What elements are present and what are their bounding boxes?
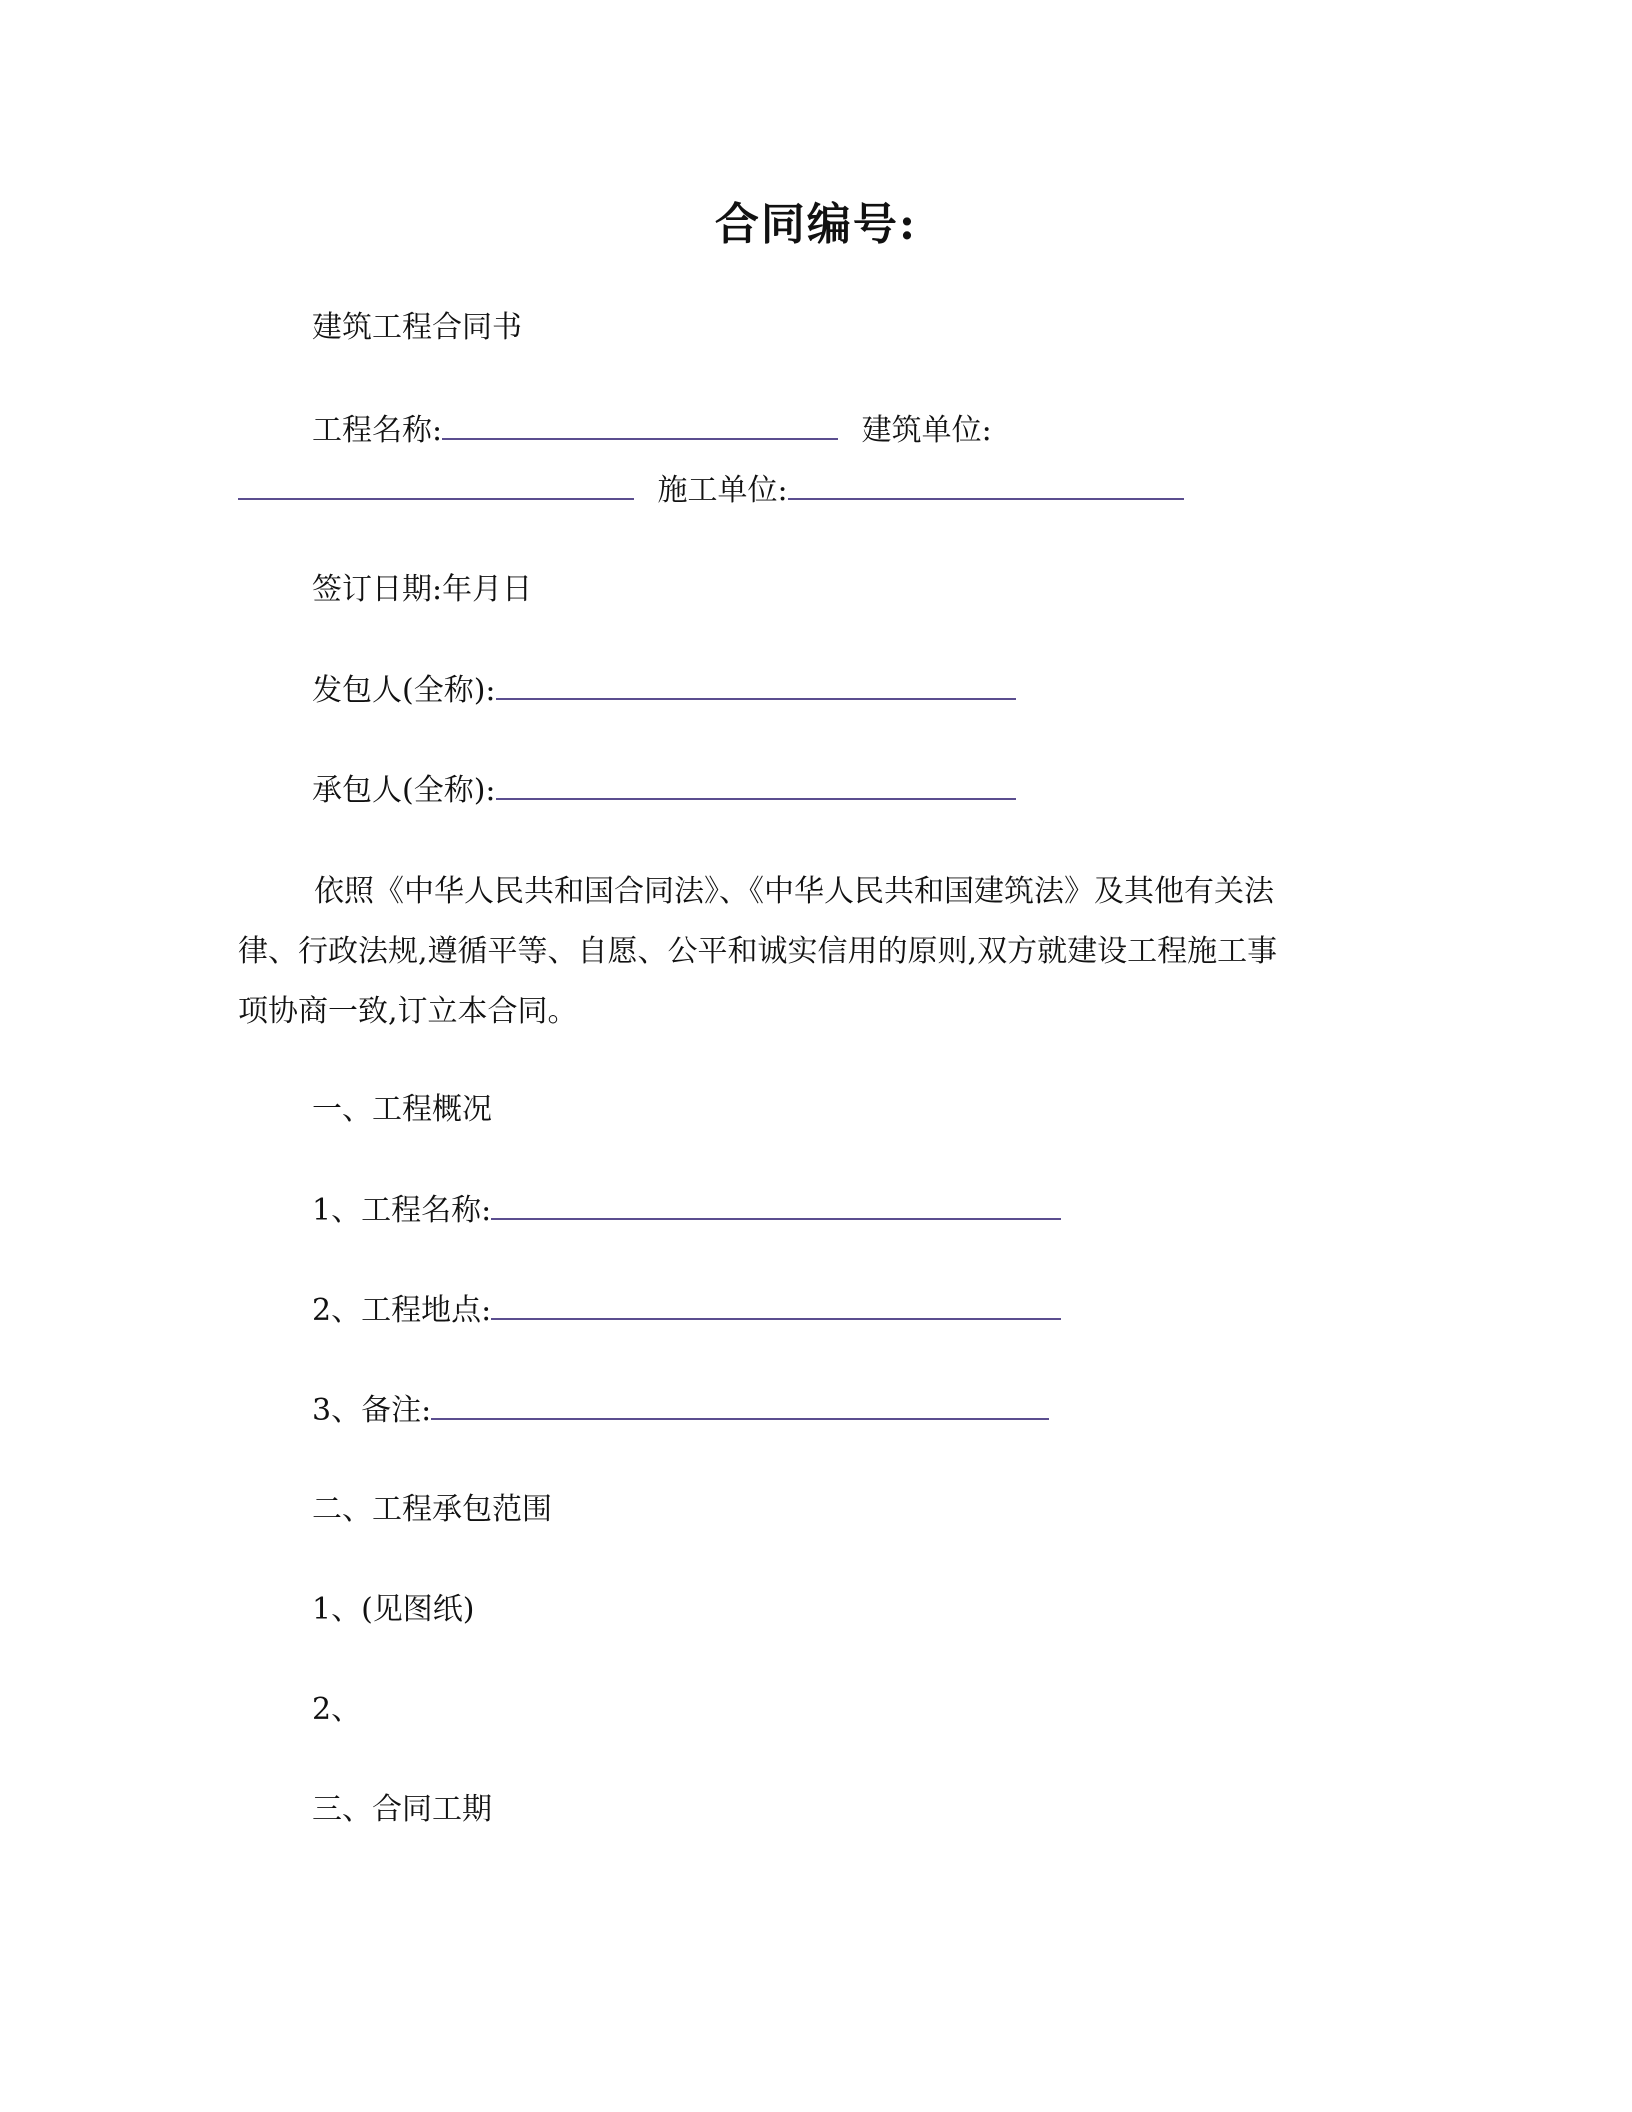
section-1-heading: 一、工程概况 <box>312 1092 492 1127</box>
contractor-line <box>312 770 1016 811</box>
project-info-line-1 <box>312 410 992 451</box>
sign-date: 签订日期:年月日 <box>312 572 533 607</box>
project-name-blank[interactable] <box>442 410 838 440</box>
section-1-item-2-label: 2、工程地点: <box>312 1293 492 1328</box>
section-3-heading: 三、合同工期 <box>312 1792 492 1827</box>
builder-blank[interactable] <box>238 470 634 500</box>
contract-number-title: 合同编号: <box>714 199 918 250</box>
employer-label: 发包人(全称): <box>312 673 496 708</box>
section-1-item-2 <box>312 1290 1061 1331</box>
preamble-paragraph: 依照《中华人民共和国合同法》、《中华人民共和国建筑法》及其他有关法律、行政法规,遵循平等、自愿、公平和诚实信用的原则,双方就建设工程施工事项协商一致,订立本合同。 <box>238 874 1278 1029</box>
section-1-item-1-blank[interactable] <box>491 1190 1061 1220</box>
section-1-item-3-label: 3、备注: <box>312 1393 432 1428</box>
section-1-item-1-label: 1、工程名称: <box>312 1193 492 1228</box>
section-1-item-1 <box>312 1190 1061 1231</box>
project-info-line-2 <box>238 470 1184 511</box>
section-2-heading: 二、工程承包范围 <box>312 1492 552 1527</box>
section-1-item-3-blank[interactable] <box>431 1390 1049 1420</box>
section-2-item-1: 1、(见图纸) <box>312 1592 475 1627</box>
employer-blank[interactable] <box>496 670 1016 700</box>
employer-line <box>312 670 1016 711</box>
section-2-item-2: 2、 <box>312 1692 362 1727</box>
contractor-label: 承包人(全称): <box>312 773 496 808</box>
constructor-label: 施工单位: <box>657 473 788 508</box>
project-name-label: 工程名称: <box>312 413 443 448</box>
builder-label: 建筑单位: <box>861 413 992 448</box>
document-heading: 建筑工程合同书 <box>312 310 522 345</box>
section-1-item-3 <box>312 1390 1049 1431</box>
contractor-blank[interactable] <box>496 770 1016 800</box>
constructor-blank[interactable] <box>788 470 1184 500</box>
section-1-item-2-blank[interactable] <box>491 1290 1061 1320</box>
